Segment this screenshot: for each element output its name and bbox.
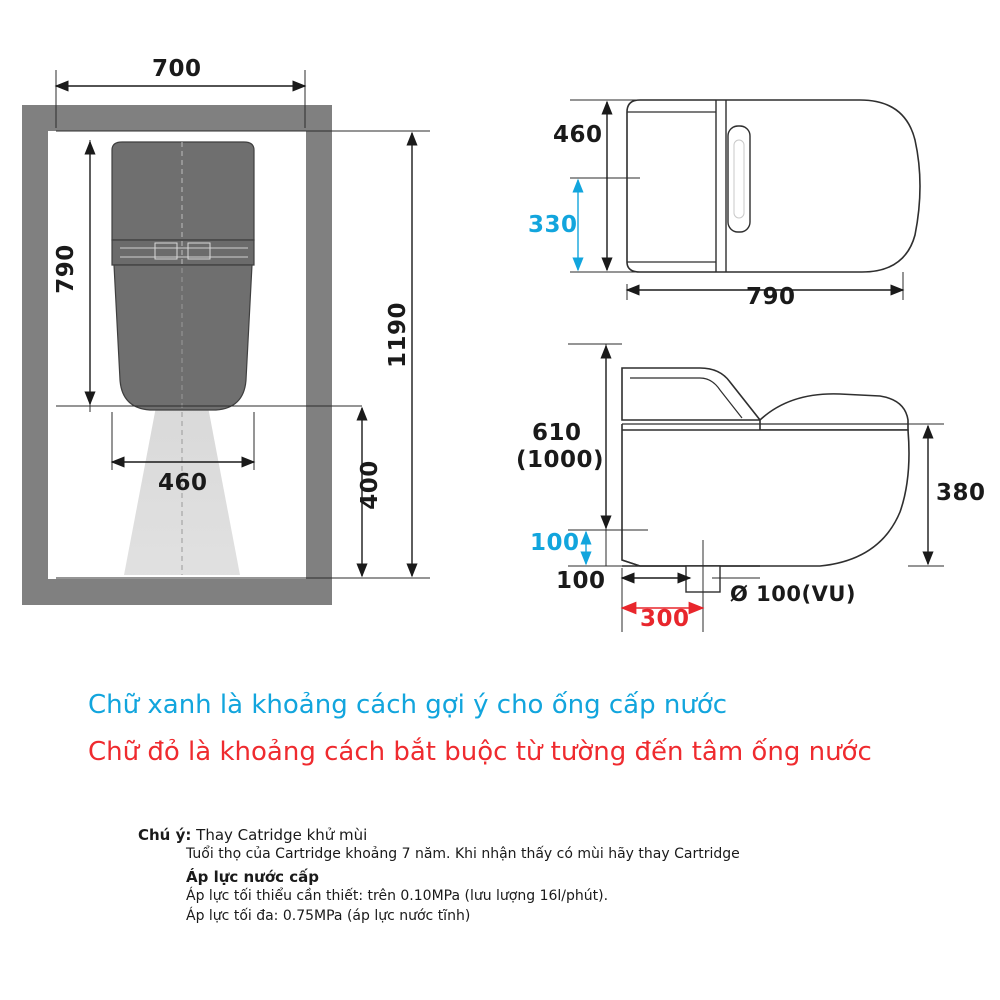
footnote-title-1: Chú ý: — [138, 826, 192, 844]
label-610: 610 — [532, 420, 582, 446]
footnote-line-4: Áp lực tối đa: 0.75MPa (áp lực nước tĩnh) — [186, 908, 471, 924]
label-drain-pipe: Ø 100(VU) — [730, 582, 856, 606]
footnote-title-2: Áp lực nước cấp — [186, 868, 320, 886]
label-460-top: 460 — [553, 122, 603, 148]
footnotes — [138, 826, 938, 924]
label-790-top: 790 — [746, 284, 796, 310]
footnote-line-2: Tuổi thọ của Cartridge khoảng 7 năm. Khi nhận thấy có mùi hãy thay Cartridge — [186, 846, 740, 862]
legend-red-note: Chữ đỏ là khoảng cách bắt buộc từ tường đến tâm ống nước — [88, 737, 872, 767]
label-330-top: 330 — [528, 212, 578, 238]
label-100-blue: 100 — [530, 530, 580, 556]
label-1190: 1190 — [385, 302, 411, 369]
label-100-wall: 100 — [556, 568, 606, 594]
footnote-line-3: Áp lực tối thiểu cần thiết: trên 0.10MPa (lưu lượng 16l/phút). — [186, 888, 609, 904]
top-view-shape — [627, 100, 920, 272]
footnote-line-1: Thay Catridge khử mùi — [196, 826, 368, 844]
label-460-plan: 460 — [158, 470, 208, 496]
label-790-plan: 790 — [53, 244, 79, 294]
label-300-red: 300 — [640, 606, 690, 632]
side-view-shape — [622, 368, 909, 592]
label-380: 380 — [936, 480, 986, 506]
label-400: 400 — [357, 460, 383, 510]
legend-blue-note: Chữ xanh là khoảng cách gợi ý cho ống cấp nước — [88, 690, 728, 720]
label-610-alt: (1000) — [516, 447, 605, 473]
label-700: 700 — [152, 56, 202, 82]
